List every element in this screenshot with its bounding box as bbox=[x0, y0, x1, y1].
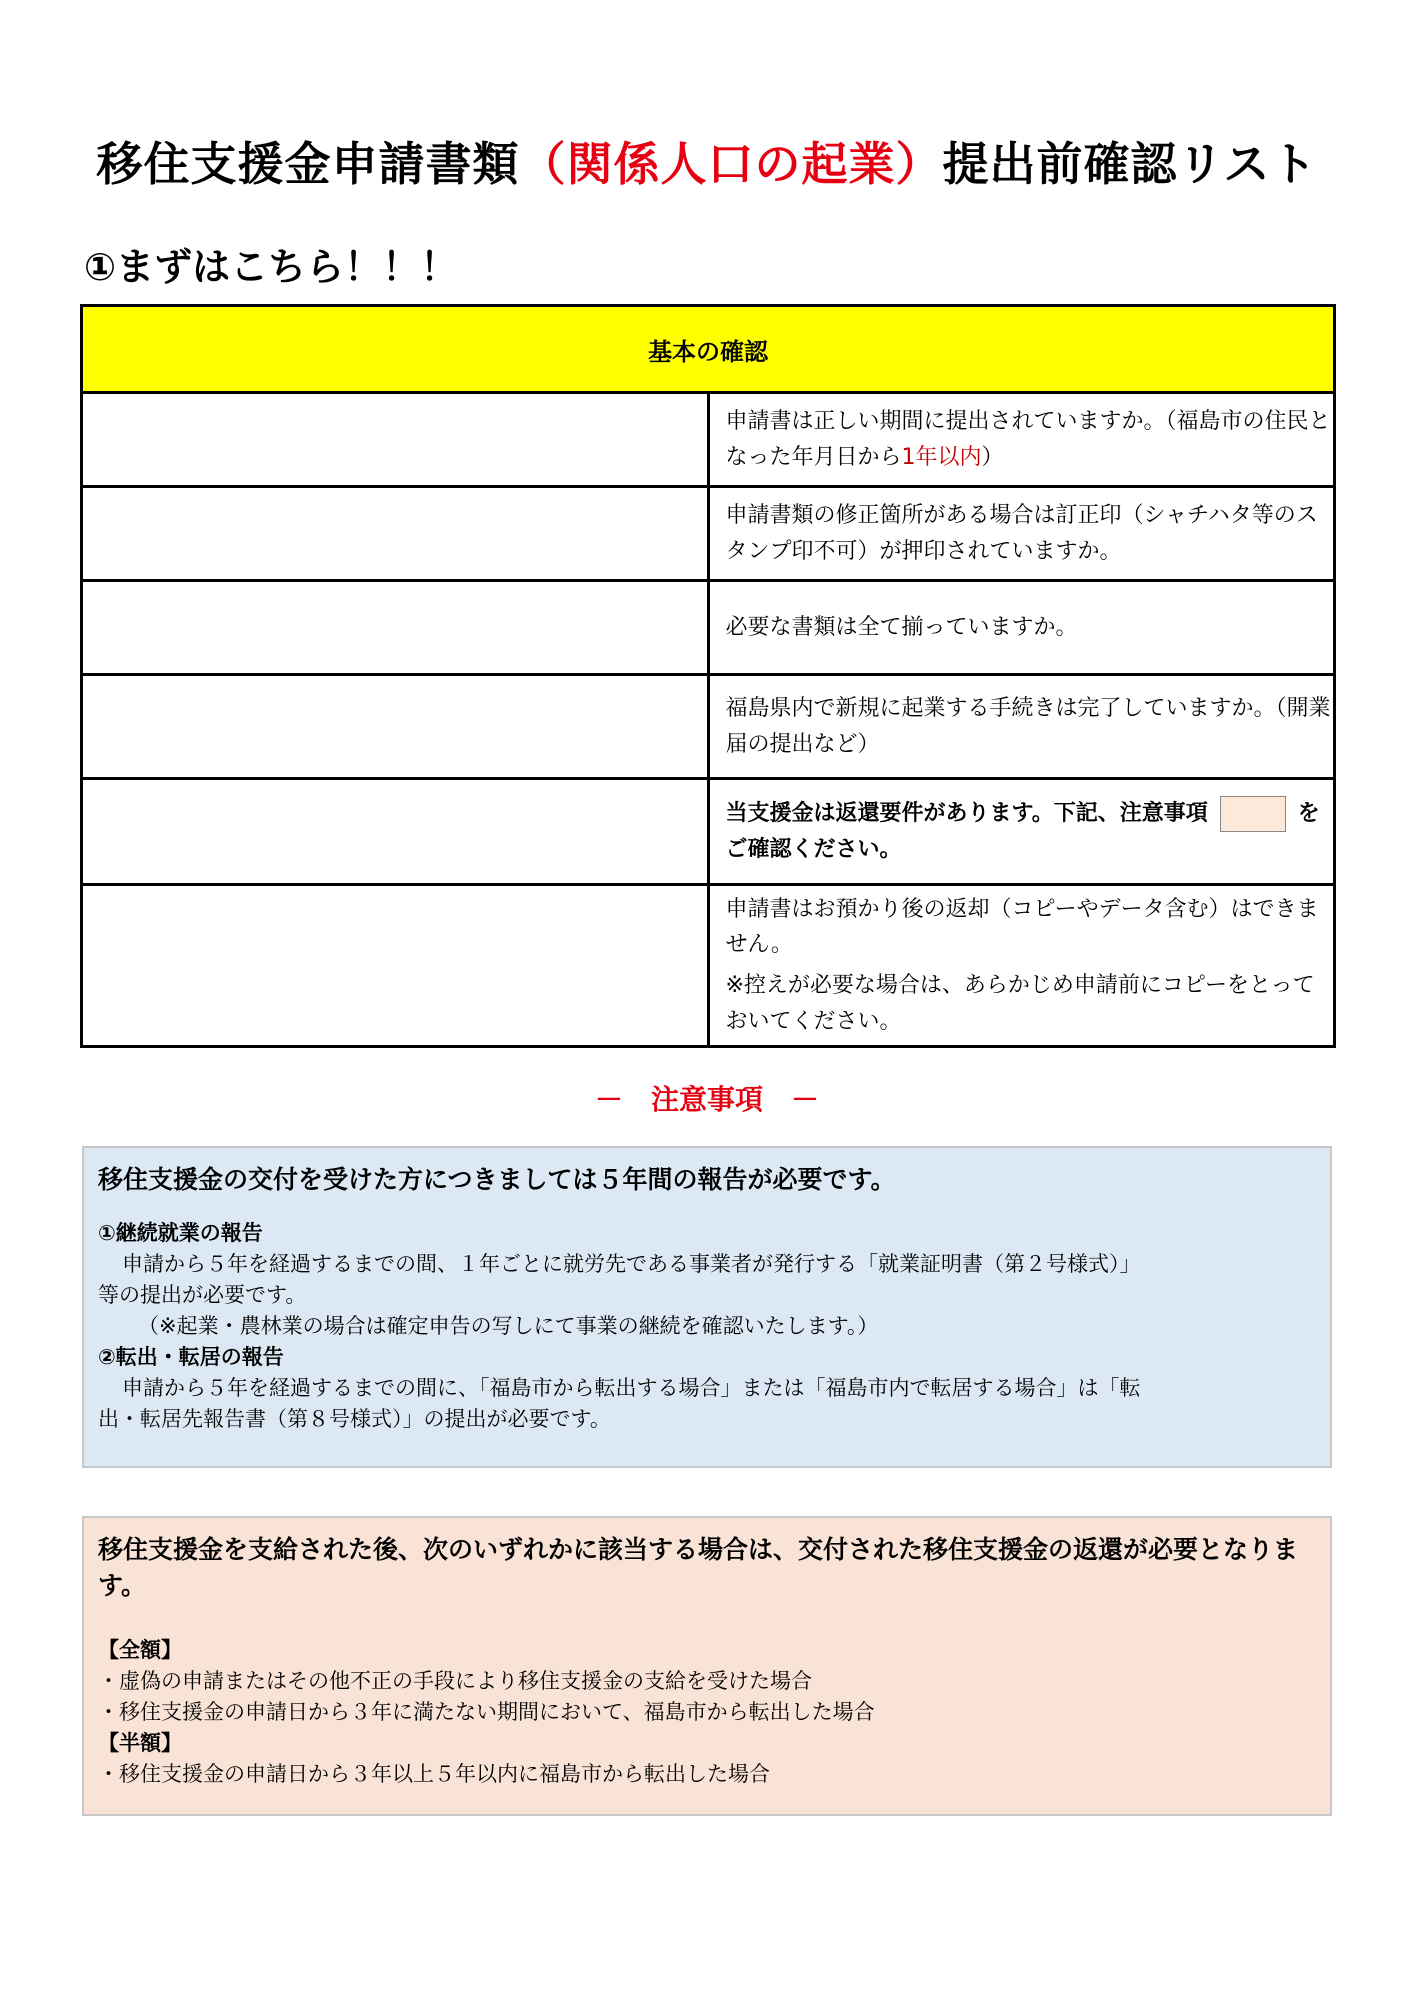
title-part-3: 提出前確認リスト bbox=[942, 137, 1318, 191]
notes-heading: － 注意事項 － bbox=[594, 1083, 819, 1116]
reporting-lead: 移住支援金の交付を受けた方につきましては５年間の報告が必要です。 bbox=[98, 1165, 896, 1194]
half-refund-label: 【半額】 bbox=[98, 1730, 182, 1755]
reporting-notice-panel bbox=[82, 1146, 1332, 1468]
full-refund-item: ・虚偽の申請またはその他不正の手段により移住支援金の支給を受けた場合 bbox=[98, 1668, 812, 1693]
checklist-item-text: 必要な書類は全て揃っていますか。 bbox=[708, 581, 1335, 675]
check-box[interactable] bbox=[82, 581, 709, 675]
row1-highlight: 1年以内 bbox=[901, 444, 982, 470]
title-part-1: 移住支援金申請書類 bbox=[96, 137, 520, 191]
checklist-row bbox=[82, 487, 1335, 581]
row6-line-1: 申請書はお預かり後の返却（コピーやデータ含む）はできません。 bbox=[725, 897, 1319, 958]
section-2-line-1: 申請から５年を経過するまでの間に、「福島市から転出する場合」または「福島市内で転居する場合」は「転 bbox=[122, 1376, 1141, 1401]
checklist-row bbox=[82, 581, 1335, 675]
section-1-line-1: 申請から５年を経過するまでの間、１年ごとに就労先である事業者が発行する「就業証明書（第２号様式）」 bbox=[122, 1252, 1141, 1277]
check-box[interactable] bbox=[82, 393, 709, 487]
row1-end: ） bbox=[981, 444, 1004, 470]
checklist-row bbox=[82, 393, 1335, 487]
full-refund-item: ・移住支援金の申請日から３年に満たない期間において、福島市から転出した場合 bbox=[98, 1699, 875, 1724]
check-box[interactable] bbox=[82, 885, 709, 1047]
checklist-item-text: 福島県内で新規に起業する手続きは完了していますか。（開業届の提出など） bbox=[708, 675, 1335, 779]
check-box[interactable] bbox=[82, 675, 709, 779]
checklist-row bbox=[82, 779, 1335, 885]
section-2-title: ②転出・転居の報告 bbox=[98, 1345, 284, 1370]
full-refund-label: 【全額】 bbox=[98, 1637, 182, 1662]
checklist-header: 基本の確認 bbox=[82, 306, 1335, 393]
section-2-line-2: 出・転居先報告書（第８号様式）」の提出が必要です。 bbox=[98, 1407, 611, 1432]
checklist-header-row bbox=[82, 306, 1335, 393]
section-1-line-3: （※起業・農林業の場合は確定申告の写しにて事業の継続を確認いたします。） bbox=[138, 1314, 879, 1339]
half-refund-item: ・移住支援金の申請日から３年以上５年以内に福島市から転出した場合 bbox=[98, 1761, 770, 1786]
section-1-title: ①継続就業の報告 bbox=[98, 1221, 263, 1246]
section-1-line-2: 等の提出が必要です。 bbox=[98, 1283, 307, 1308]
section-subheading: ①まずはこちら！！！ bbox=[84, 245, 459, 289]
checklist-item-text: 申請書類の修正箇所がある場合は訂正印（シャチハタ等のスタンプ印不可）が押印されていますか。 bbox=[708, 487, 1335, 581]
checklist-row bbox=[82, 675, 1335, 779]
notes-color-swatch bbox=[1220, 796, 1286, 832]
checklist-table bbox=[80, 304, 1336, 1048]
check-box[interactable] bbox=[82, 487, 709, 581]
title-part-2-highlight: （関係人口の起業） bbox=[519, 137, 943, 191]
check-box[interactable] bbox=[82, 779, 709, 885]
row6-line-2: ※控えが必要な場合は、あらかじめ申請前にコピーをとっておいてください。 bbox=[725, 973, 1315, 1034]
refund-lead: 移住支援金を支給された後、次のいずれかに該当する場合は、交付された移住支援金の返還が必要となります。 bbox=[98, 1535, 1299, 1601]
checklist-item-text bbox=[708, 779, 1335, 885]
page-title bbox=[0, 128, 1414, 194]
row5-text-before: 当支援金は返還要件があります。下記、注意事項 bbox=[725, 800, 1208, 826]
refund-notice-panel bbox=[82, 1516, 1332, 1816]
checklist-item-text bbox=[708, 393, 1335, 487]
checklist-row bbox=[82, 885, 1335, 1047]
row1-text: 申請書は正しい期間に提出されていますか。（福島市の住民となった年月日から bbox=[725, 409, 1331, 470]
checklist-item-text bbox=[708, 885, 1335, 1047]
row5-text-after: をご確認ください。 bbox=[725, 800, 1320, 862]
